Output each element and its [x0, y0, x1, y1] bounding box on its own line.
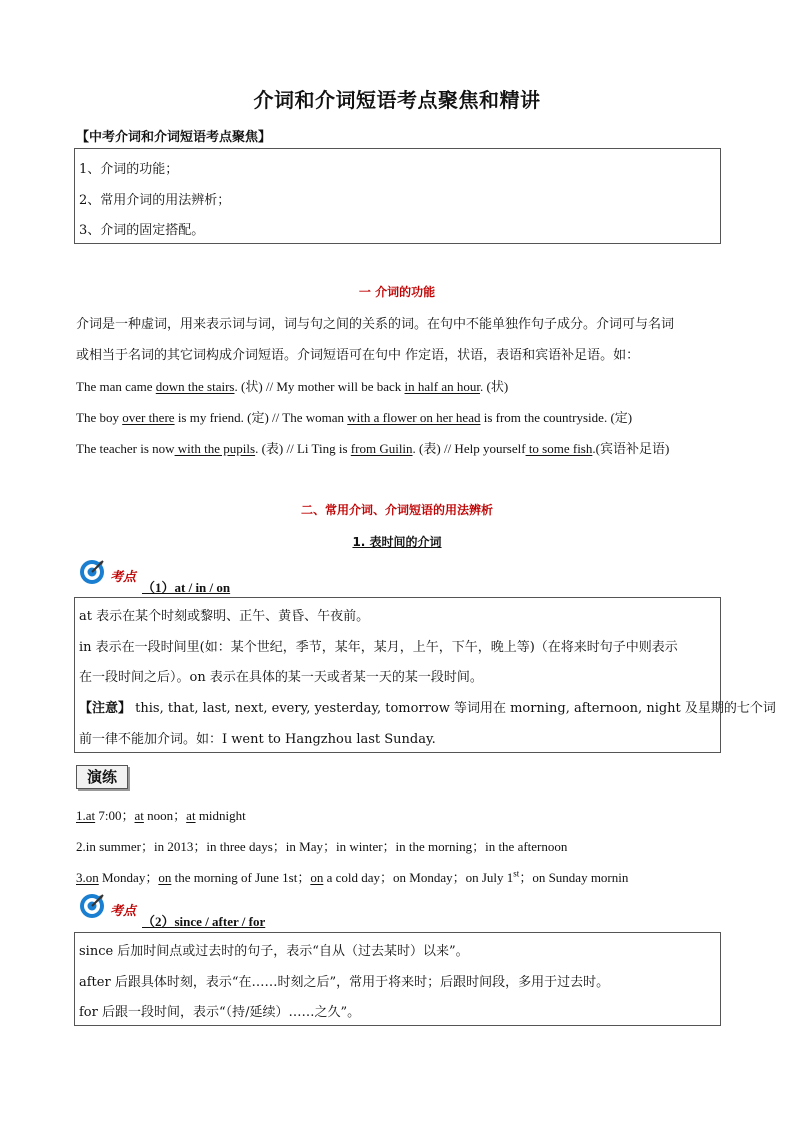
example-underlined: in half an hour [404, 379, 481, 394]
example-underlined: to some fish [525, 441, 593, 456]
practice-underlined: at [186, 808, 196, 823]
box-line: in 表示在一段时间里(如：某个世纪，季节，某年，某月，上午，下午，晚上等)（在将来时句子中则表示 [79, 640, 678, 655]
focus-item: 1、介词的功能； [79, 162, 179, 177]
practice-text: midnight [195, 808, 246, 823]
example-text: is from the countryside. (定) [480, 410, 633, 425]
example-underlined: from Guilin [350, 441, 413, 456]
practice-text: 7:00； [95, 808, 135, 823]
note-line [79, 697, 776, 716]
example-underlined: with a flower on her head [347, 410, 481, 425]
focus-box [74, 148, 721, 244]
example-text: is my friend. (定) // The woman [174, 410, 348, 425]
example-line-1 [76, 376, 508, 395]
practice-line-3 [76, 867, 628, 886]
practice-text: ；on Sunday mornin [519, 870, 629, 885]
example-line-3 [76, 438, 669, 457]
practice-line-1 [76, 805, 246, 824]
note-text: this, that, last, next, every, yesterday, tomorrow 等词用在 morning, afternoon, night 及星期的七个词 [131, 701, 776, 716]
example-text: The boy [76, 410, 123, 425]
example-text: The man came [76, 379, 156, 394]
box-line: 在一段时间之后）。on 表示在具体的某一天或者某一天的某一段时间。 [79, 670, 483, 685]
box-line: since 后加时间点或过去时的句子，表示“自从（过去某时）以来”。 [79, 944, 469, 959]
superscript: st [513, 868, 520, 879]
section1-paragraph-line1: 介词是一种虚词，用来表示词与词，词与句之间的关系的词。在句中不能单独作句子成分。介词可与名词 [76, 317, 675, 332]
focus-item: 3、介词的固定搭配。 [79, 223, 205, 238]
page-title: 介词和介词短语考点聚焦和精讲 [253, 88, 541, 112]
example-underlined: down the stairs [155, 379, 235, 394]
example-line-2 [76, 407, 632, 426]
section1-heading: 一 介词的功能 [358, 285, 436, 299]
section2-heading: 二、常用介词、介词短语的用法辨析 [300, 503, 493, 517]
section1-paragraph-line2: 或相当于名词的其它词构成介词短语。介词短语可在句中 作定语，状语，表语和宾语补足语。如： [76, 348, 640, 363]
practice-text: Monday； [98, 870, 159, 885]
example-text: . (表) // Li Ting is [255, 441, 351, 456]
example-text: The teacher is now [76, 441, 175, 456]
kaodian-label: 考点 [110, 570, 137, 585]
practice-underlined: 1.at [76, 808, 96, 823]
practice-line-2: 2.in summer；in 2013；in three days；in May；in winter；in the morning；in the afternoon [76, 839, 568, 854]
example-text: .(宾语补足语) [592, 441, 670, 456]
kaodian2-title: （2）since / after / for [142, 914, 266, 929]
section2-subheading: 1. 表时间的介词 [352, 535, 442, 549]
example-underlined: over there [122, 410, 175, 425]
kaodian1-box [74, 597, 776, 753]
focus-item: 2、常用介词的用法辨析； [79, 193, 231, 208]
box-line: after 后跟具体时刻，表示“在……时刻之后”，常用于将来时；后跟时间段，多用于过去时。 [79, 975, 610, 990]
practice-text: the morning of June 1st； [171, 870, 311, 885]
example-underlined: with the pupils [174, 441, 256, 456]
example-text: . (状) // My mother will be back [234, 379, 405, 394]
note-tag: 【注意】 [79, 701, 132, 716]
practice-underlined: on [310, 870, 324, 885]
kaodian-label: 考点 [110, 904, 137, 919]
box-line: at 表示在某个时刻或黎明、正午、黄昏、午夜前。 [79, 609, 370, 624]
box-line: for 后跟一段时间，表示“（持/延续）……之久”。 [79, 1005, 361, 1020]
kaodian1-title: （1）at / in / on [142, 580, 231, 595]
focus-heading: 【中考介词和介词短语考点聚焦】 [76, 130, 272, 145]
box-line: 前一律不能加介词。如：I went to Hangzhou last Sunday. [79, 732, 436, 747]
practice-underlined: on [158, 870, 172, 885]
practice-text: noon； [143, 808, 187, 823]
practice-badge: 演练 [76, 765, 128, 789]
practice-underlined: at [134, 808, 144, 823]
kaodian2-box [74, 932, 721, 1026]
practice-underlined: 3.on [76, 870, 99, 885]
example-text: . (状) [480, 379, 509, 394]
example-text: . (表) // Help yourself [412, 441, 526, 456]
practice-text: a cold day；on Monday；on July 1 [323, 870, 514, 885]
